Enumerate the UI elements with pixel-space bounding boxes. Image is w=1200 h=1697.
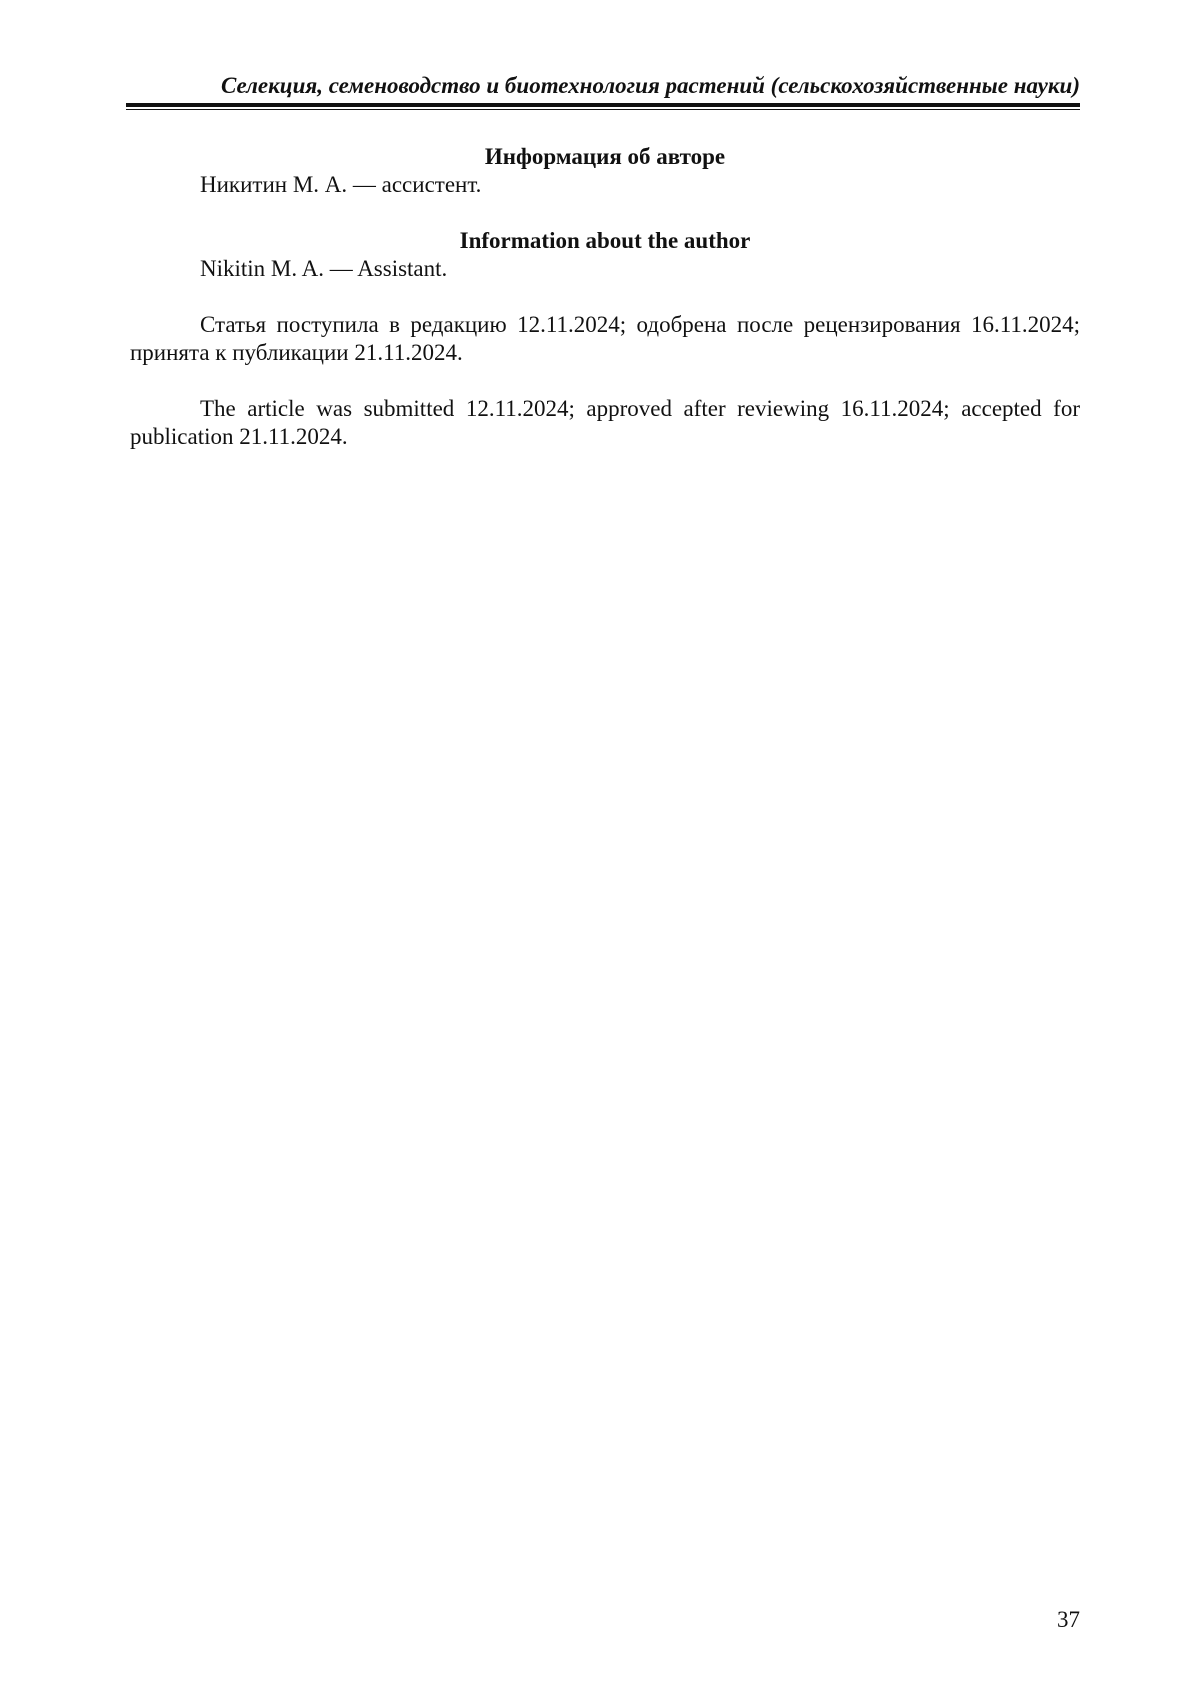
header-rule-thin — [126, 109, 1080, 110]
running-header: Селекция, семеноводство и биотехнология растений (сельскохозяйственные науки) — [220, 73, 1080, 98]
author-info-text-ru: Никитин М. А. — ассистент. — [200, 172, 482, 197]
spacer — [130, 367, 1080, 395]
main-content — [130, 143, 1080, 451]
author-info-text-en: Nikitin M. A. — Assistant. — [200, 256, 448, 281]
author-info-heading-en: Information about the author — [459, 228, 751, 253]
header-rule-thick — [126, 103, 1080, 107]
article-dates-ru: Статья поступила в редакцию 12.11.2024; одобрена после рецензирования 16.11.2024; принята к публикации 21.11.2024. — [130, 312, 1080, 365]
article-dates-en: The article was submitted 12.11.2024; approved after reviewing 16.11.2024; accepted for publication 21.11.2024. — [130, 396, 1080, 449]
page-number: 37 — [1057, 1607, 1080, 1632]
spacer — [130, 283, 1080, 311]
author-info-heading-ru: Информация об авторе — [484, 144, 726, 169]
spacer — [130, 199, 1080, 227]
